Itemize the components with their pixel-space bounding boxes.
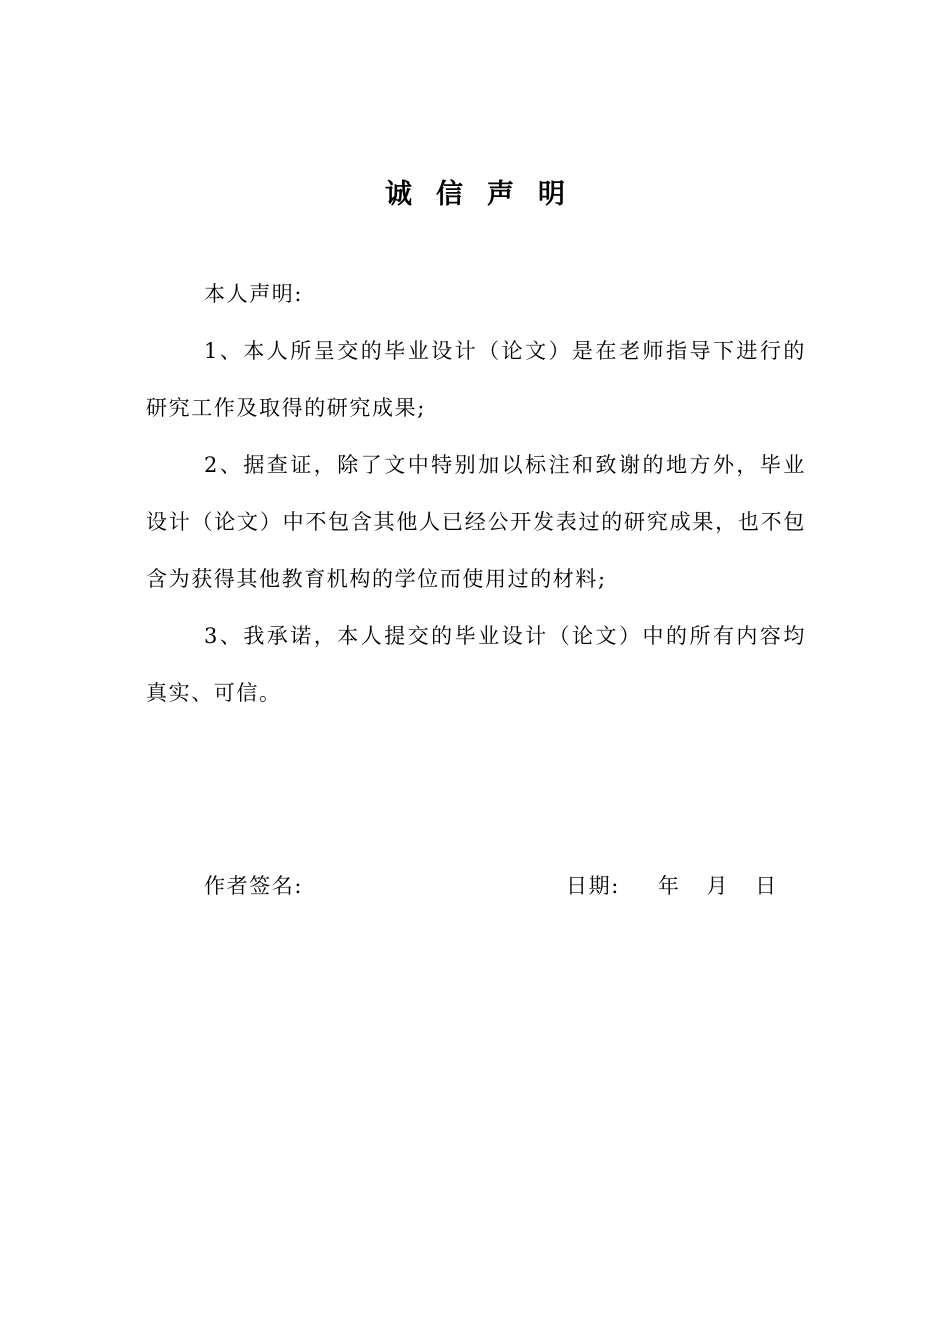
page-title: [0, 172, 950, 211]
title-char: 明: [538, 179, 565, 210]
title-char: 声: [487, 179, 514, 210]
month-label: 月: [706, 874, 730, 898]
date-label: 日期:: [566, 874, 620, 898]
declaration-body: [146, 266, 806, 722]
title-char: 诚: [385, 179, 412, 210]
year-label: 年: [657, 874, 681, 898]
intro-line: 本人声明:: [204, 282, 304, 306]
title-char: 信: [436, 179, 463, 210]
author-signature-label: 作者签名:: [204, 874, 304, 898]
day-label: 日: [755, 874, 778, 898]
clause-3: 3、我承诺，本人提交的毕业设计（论文）中的所有内容均真实、可信。: [146, 624, 806, 705]
clause-2: 2、据查证，除了文中特别加以标注和致谢的地方外，毕业设计（论文）中不包含其他人已经公开发表过的研究成果，也不包含为获得其他教育机构的学位而使用过的材料;: [146, 453, 806, 591]
date-field: [566, 870, 778, 900]
clause-1: 1、本人所呈交的毕业设计（论文）是在老师指导下进行的研究工作及取得的研究成果;: [146, 339, 806, 420]
